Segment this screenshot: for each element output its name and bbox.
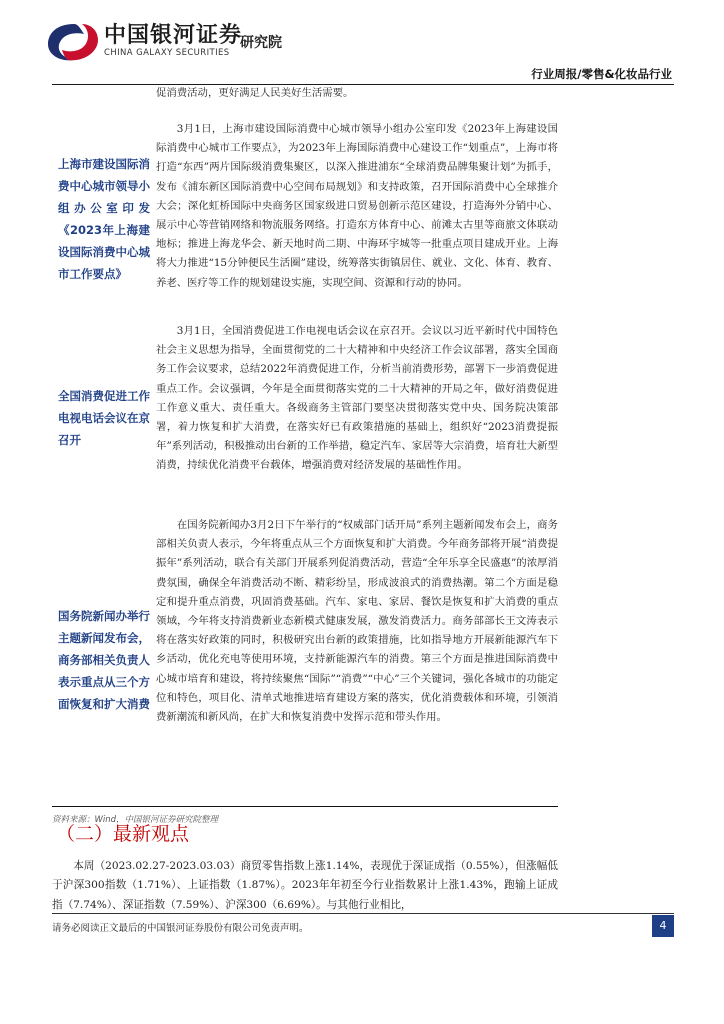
galaxy-logo-icon [44, 20, 102, 64]
row-label: 全国消费促进工作电视电话会议在京召开 [58, 389, 150, 447]
lead-text: 促消费活动，更好满足人民美好生活需要。 [156, 87, 354, 99]
report-type: 行业周报/零售&化妆品行业 [531, 67, 672, 81]
page-number: 4 [652, 915, 674, 937]
footer-rule [52, 913, 674, 914]
table-row-lead [52, 84, 558, 106]
section-paragraph: 本周（2023.02.27-2023.03.03）商贸零售指数上涨1.14%，表现优于深证成指（0.55%），但涨幅低于沪深300指数（1.71%）、上证指数（1.87%）。2023年年初至今行业指数累计上涨1.43%，跑输上证成指（7.74%）、深证指数（7.59%）、沪深300（6.69%）。与其他行业相比， [52, 860, 558, 911]
table-row [52, 516, 558, 804]
section-title: （二）最新观点 [56, 823, 190, 845]
news-table [52, 84, 558, 804]
row-text: 在国务院新闻办3月2日下午举行的“权威部门话开局”系列主题新闻发布会上，商务部相关负责人表示，今年将重点从三个方面恢复和扩大消费。今年商务部将开展“消费提振年”系列活动，联合有关部门开展系列促消费活动，营造“全年乐享全民盛惠”的浓厚消费氛围，确保全年消费活动不断、精彩纷呈，形成波浪式的消费热潮。第二个方面是稳定和提升重点消费，巩固消费基础。汽车、家电、家居、餐饮是恢复和扩大消费的重点领域，今年将支持消费新业态新模式健康发展，激发消费活力。商务部部长王文涛表示将在落实好政策的同时，积极研究出台新的政策措施，比如指导地方开展新能源汽车下乡活动，优化充电等使用环境，支持新能源汽车的消费。第三个方面是推进国际消费中心城市培育和建设，将持续聚焦“国际”“消费”“中心”三个关键词，强化各城市的功能定位和特色，项目化、清单式地推进培育建设方案的落实，优化消费载体和环境，引领消费新潮流和新风尚，在扩大和恢复消费中发挥示范和带头作用。 [156, 519, 558, 724]
section-paragraph-block [52, 857, 558, 915]
institute-label: 研究院 [240, 35, 282, 51]
brand-name-cn: 中国银河证券 [104, 23, 243, 48]
row-text: 3月1日，上海市建设国际消费中心城市领导小组办公室印发《2023年上海建设国际消费中心城市工作要点》，为2023年上海国际消费中心建设工作“划重点”，上海市将打造“东西”两片国际级消费集聚区，以深入推进浦东“全球消费品牌集聚计划”为抓手，发布《浦东新区国际消费中心空间布局规划》和支持政策，召开国际消费中心全球推介大会；深化虹桥国际中央商务区国家级进口贸易创新示范区建设，打造海外分销中心、展示中心等营销网络和物流服务网络。打造东方体育中心、前滩太古里等商旅文体联动地标；推进上海龙华会、新天地时尚二期、中海环宇城等一批重点项目建成开业。上海将大力推进“15分钟便民生活圈”建设，统筹落实街镇居住、就业、文化、体育、教育、养老、医疗等工作的规划建设实施，实现空间、资源和行动的协同。 [156, 123, 558, 289]
table-bottom-rule [52, 806, 558, 807]
table-row [52, 120, 558, 318]
row-text: 3月1日，全国消费促进工作电视电话会议在京召开。会议以习近平新时代中国特色社会主义思想为指导，全面贯彻党的二十大精神和中央经济工作会议部署，落实全国商务工作会议要求，总结2022年消费促进工作，分析当前消费形势，部署下一步消费促进重点工作。会议强调，今年是全面贯彻落实党的二十大精神的开局之年，做好消费促进工作意义重大、责任重大。各级商务主管部门要坚决贯彻落实党中央、国务院决策部署，着力恢复和扩大消费，在落实好已有政策措施的基础上，组织好“2023消费提振年”系列活动，积极推动出台新的工作举措，稳定汽车、家居等大宗消费，培育壮大新型消费，持续优化消费平台载体，增强消费对经济发展的基础性作用。 [156, 325, 558, 472]
row-label: 国务院新闻办举行主题新闻发布会，商务部相关负责人表示重点从三个方面恢复和扩大消费 [58, 609, 150, 711]
footer-disclaimer: 请务必阅读正文最后的中国银河证券股份有限公司免责声明。 [52, 923, 309, 934]
source-note: 资料来源：Wind，中国银河证券研究院整理 [52, 815, 219, 825]
row-label: 上海市建设国际消费中心城市领导小组办公室印发《2023年上海建设国际消费中心城市工作要点》 [58, 157, 150, 281]
brand-name-en: CHINA GALAXY SECURITIES [104, 48, 230, 58]
table-row [52, 322, 558, 514]
